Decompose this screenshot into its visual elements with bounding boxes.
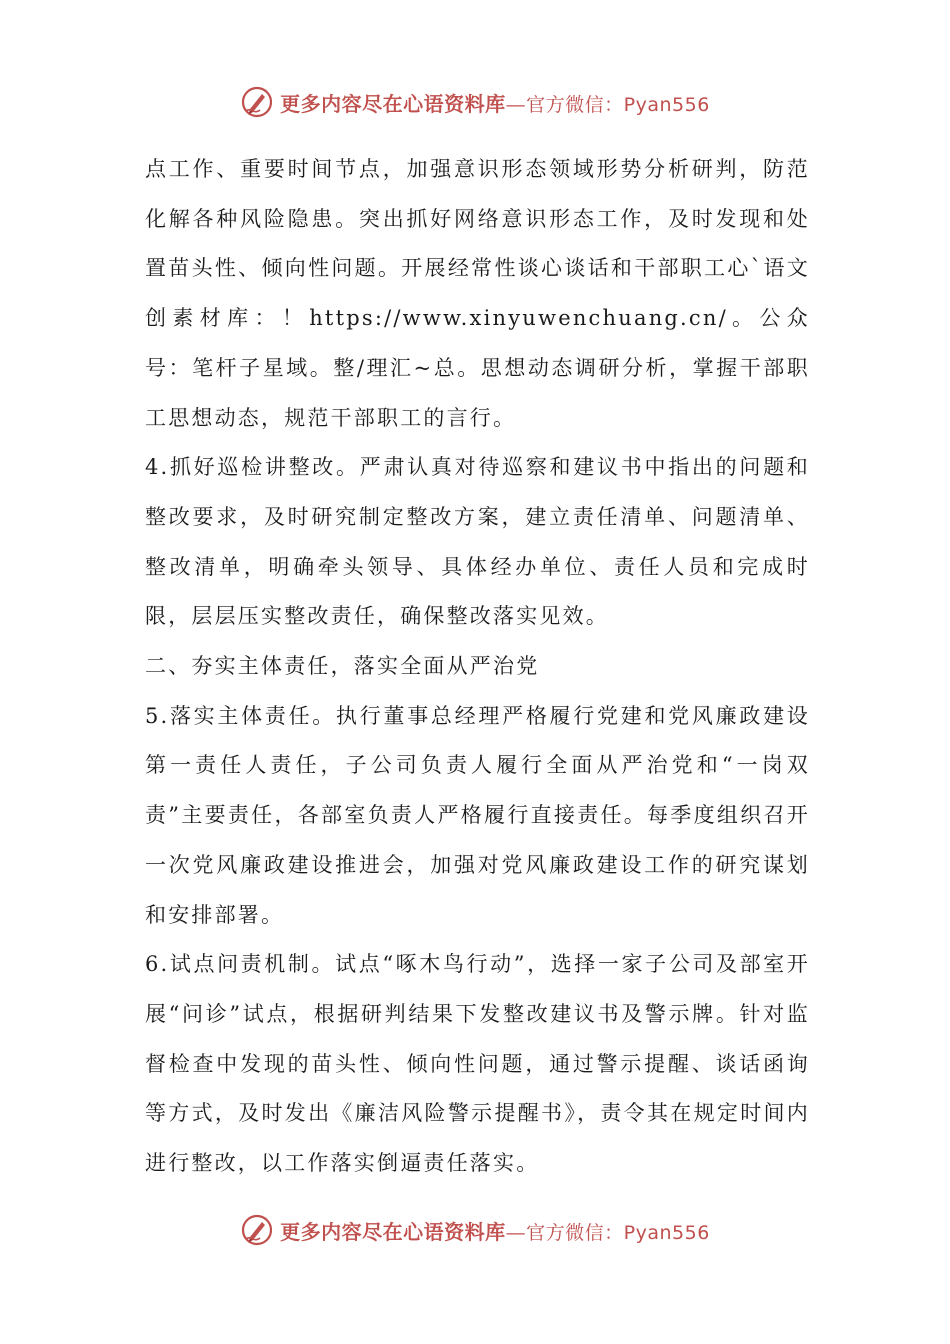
pen-logo-icon [240,85,274,119]
section-heading: 二、夯实主体责任，落实全面从严治党 [145,654,540,679]
paragraph-4: 6.试点问责机制。试点“啄木鸟行动”，选择一家子公司及部室开展“问诊”试点，根据研判结果下发整改建议书及警示牌。针对监督检查中发现的苗头性、倾向性问题，通过警示提醒、谈话函询等方式，及时发出《廉洁风险警示提醒书》，责令其在规定时间内进行整改，以工作落实倒逼责任落实。 [145,952,810,1176]
brand-text: 更多内容尽在心语资料库 [280,1219,506,1244]
pen-logo-icon [240,1213,274,1247]
watermark-text [280,88,710,117]
watermark-text [280,1216,710,1245]
document-body [145,145,810,1189]
paragraph-1: 点工作、重要时间节点，加强意识形态领域形势分析研判，防范化解各种风险隐患。突出抓好网络意识形态工作，及时发现和处置苗头性、倾向性问题。开展经常性谈心谈话和干部职工心`语文创素材库：！https://www.xinyuwenchuang.cn/。公众号：笔杆子星域。整/理汇~总。思想动态调研分析，掌握干部职工思想动态，规范干部职工的言行。 [145,157,810,430]
brand-text: 更多内容尽在心语资料库 [280,91,506,116]
dash-text: — [505,91,527,116]
paragraph-2: 4.抓好巡检讲整改。严肃认真对待巡察和建议书中指出的问题和整改要求，及时研究制定整改方案，建立责任清单、问题清单、整改清单，明确牵头领导、具体经办单位、责任人员和完成时限，层层压实整改责任，确保整改落实见效。 [145,455,810,629]
footer-watermark-banner [0,1210,950,1250]
wechat-text: 官方微信：Pyan556 [526,1221,710,1244]
paragraph-3: 5.落实主体责任。执行董事总经理严格履行党建和党风廉政建设第一责任人责任，子公司负责人履行全面从严治党和“一岗双责”主要责任，各部室负责人严格履行直接责任。每季度组织召开一次党风廉政建设推进会，加强对党风廉政建设工作的研究谋划和安排部署。 [145,703,810,927]
wechat-text: 官方微信：Pyan556 [526,93,710,116]
header-watermark-banner [0,82,950,122]
dash-text: — [505,1219,527,1244]
